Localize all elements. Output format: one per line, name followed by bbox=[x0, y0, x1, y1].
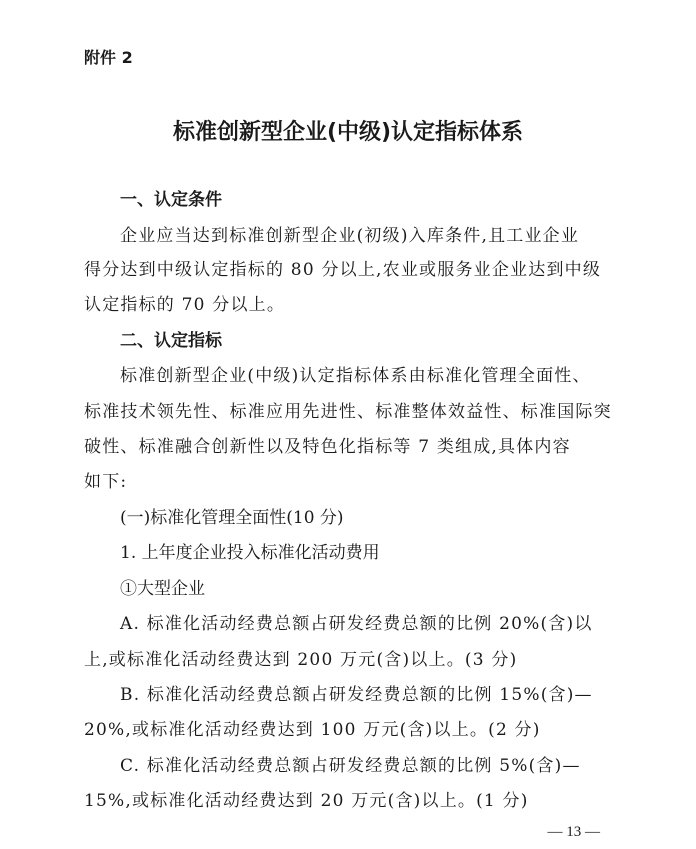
paragraph-line: 得分达到中级认定指标的 80 分以上,农业或服务业企业达到中级 bbox=[84, 260, 602, 280]
page-number: — 13 — bbox=[547, 824, 600, 840]
paragraph-line: 如下: bbox=[84, 472, 128, 492]
item-heading: 1. 上年度企业投入标准化活动费用 bbox=[120, 543, 380, 563]
option-line: C. 标准化活动经费总额占研发经费总额的比例 5%(含)— bbox=[120, 756, 581, 776]
subsection-heading: (一)标准化管理全面性(10 分) bbox=[120, 508, 344, 528]
option-line: 15%,或标准化活动经费达到 20 万元(含)以上。(1 分) bbox=[84, 791, 529, 811]
paragraph-line: 认定指标的 70 分以上。 bbox=[84, 295, 286, 315]
paragraph-line: 标准技术领先性、标准应用先进性、标准整体效益性、标准国际突 bbox=[84, 402, 612, 422]
section-heading-indicators: 二、认定指标 bbox=[120, 331, 222, 351]
section-heading-conditions: 一、认定条件 bbox=[120, 190, 222, 210]
option-line: 20%,或标准化活动经费达到 100 万元(含)以上。(2 分) bbox=[84, 720, 541, 740]
paragraph-line: 企业应当达到标准创新型企业(初级)入库条件,且工业企业 bbox=[120, 226, 580, 246]
page-title: 标准创新型企业(中级)认定指标体系 bbox=[172, 120, 524, 145]
attachment-label: 附件 2 bbox=[84, 48, 133, 67]
category-heading: ①大型企业 bbox=[120, 579, 205, 599]
option-line: A. 标准化活动经费总额占研发经费总额的比例 20%(含)以 bbox=[120, 614, 593, 634]
option-line: 上,或标准化活动经费达到 200 万元(含)以上。(3 分) bbox=[84, 650, 518, 670]
paragraph-line: 标准创新型企业(中级)认定指标体系由标准化管理全面性、 bbox=[120, 366, 591, 386]
paragraph-line: 破性、标准融合创新性以及特色化指标等 7 类组成,具体内容 bbox=[84, 437, 571, 457]
option-line: B. 标准化活动经费总额占研发经费总额的比例 15%(含)— bbox=[120, 685, 593, 705]
